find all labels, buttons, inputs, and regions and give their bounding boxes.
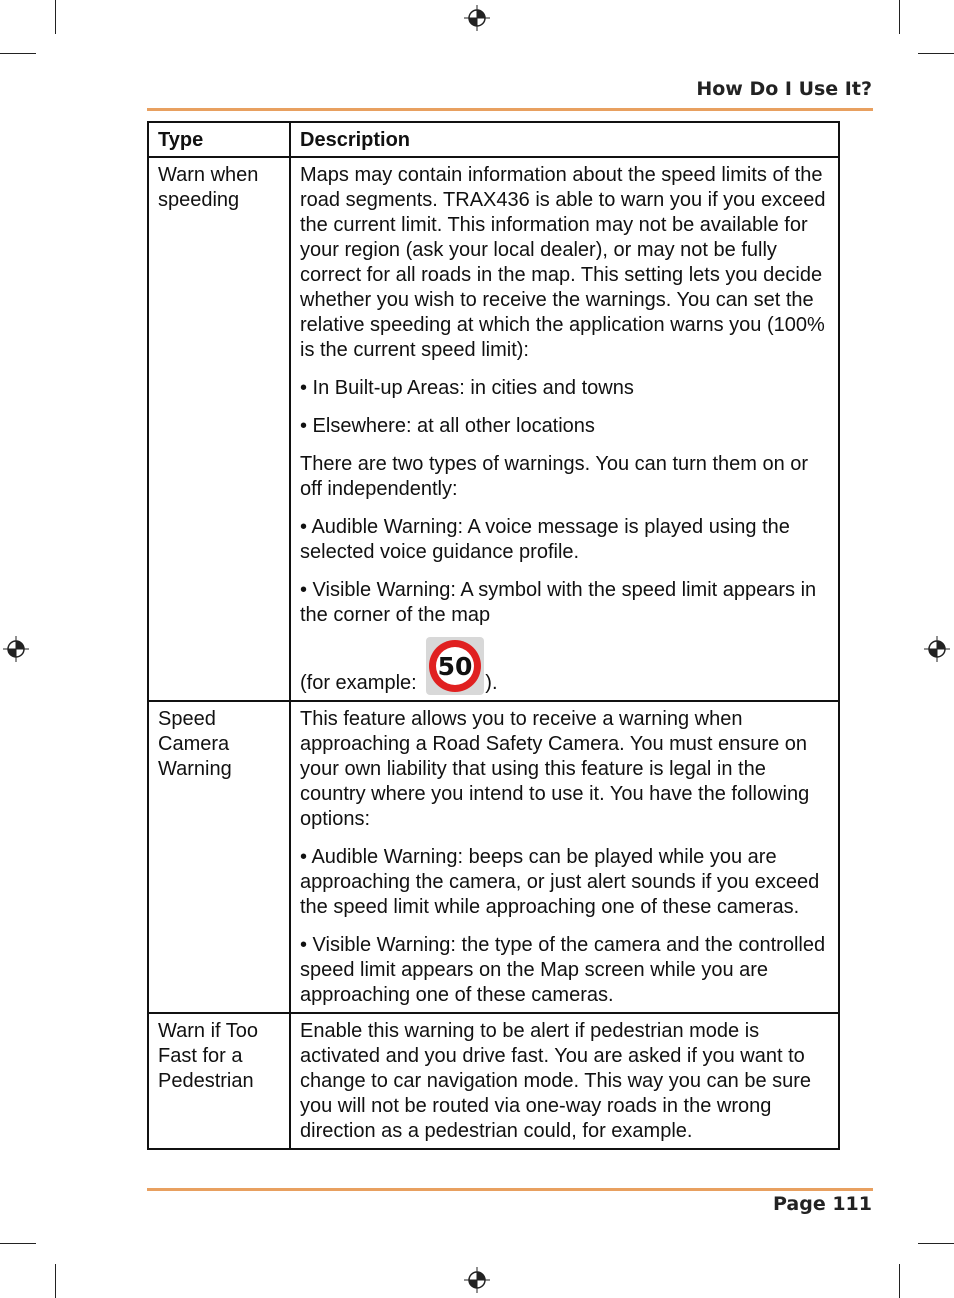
crop-mark <box>899 0 900 34</box>
row-description-cell <box>290 701 839 1013</box>
row-type-cell: Warn when speeding <box>148 157 290 701</box>
description-bullet: • Audible Warning: A voice message is played using the selected voice guidance profile. <box>300 516 790 563</box>
row-type-cell: Speed Camera Warning <box>148 701 290 1013</box>
column-header-description: Description <box>290 122 839 157</box>
row-type-cell: Warn if Too Fast for a Pedestrian <box>148 1013 290 1149</box>
speed-limit-sign-icon <box>426 637 484 695</box>
settings-table <box>147 121 840 1150</box>
registration-mark-icon <box>3 636 29 662</box>
table-row <box>148 157 839 701</box>
crop-mark <box>918 1243 954 1244</box>
example-suffix: ). <box>485 672 498 694</box>
registration-mark-icon <box>924 636 950 662</box>
description-paragraph: Maps may contain information about the speed limits of the road segments. TRAX436 is able to warn you if you exceed the current limit. This information may not be available for your region (ask your local dealer), or may not be fully correct for all roads in the map. This setting lets you decide whether you wish to receive the warnings. You can set the relative speeding at which the application warns you (100% is the current speed limit): <box>300 164 826 361</box>
description-bullet: • Audible Warning: beeps can be played while you are approaching the camera, or just alert sounds if you exceed the speed limit while approaching one of these cameras. <box>300 846 820 918</box>
description-paragraph: Enable this warning to be alert if pedestrian mode is activated and you drive fast. You are asked if you want to change to car navigation mode. This way you can be sure you will not be routed via one-way roads in the wrong direction as a pedestrian could, for example. <box>300 1020 812 1142</box>
page-number: Page 111 <box>773 1193 872 1215</box>
column-header-type: Type <box>148 122 290 157</box>
description-bullet: • Visible Warning: the type of the camera and the controlled speed limit appears on the Map screen while you are approaching one of these cameras. <box>300 934 826 1006</box>
description-paragraph: There are two types of warnings. You can turn them on or off independently: <box>300 453 809 500</box>
description-bullet: • Elsewhere: at all other locations <box>300 415 595 437</box>
table-row <box>148 1013 839 1149</box>
description-bullet: • In Built-up Areas: in cities and towns <box>300 377 634 399</box>
crop-mark <box>55 1264 56 1298</box>
description-bullet: • Visible Warning: A symbol with the speed limit appears in the corner of the map <box>300 579 817 626</box>
example-line <box>300 637 829 696</box>
row-description-cell <box>290 1013 839 1149</box>
description-paragraph: This feature allows you to receive a warning when approaching a Road Safety Camera. You must ensure on your own liability that using this feature is legal in the country where you intend to use it. You have the following options: <box>300 708 810 830</box>
speed-sign-value: 50 <box>437 652 473 681</box>
crop-mark <box>899 1264 900 1298</box>
crop-mark <box>55 0 56 34</box>
crop-mark <box>918 53 954 54</box>
row-description-cell <box>290 157 839 701</box>
header-rule <box>147 108 873 111</box>
table-row <box>148 701 839 1013</box>
table-header-row <box>148 122 839 157</box>
example-prefix: (for example: <box>300 672 417 694</box>
page-header-title: How Do I Use It? <box>696 78 872 100</box>
registration-mark-icon <box>464 5 490 31</box>
crop-mark <box>0 53 36 54</box>
registration-mark-icon <box>464 1267 490 1293</box>
footer-rule <box>147 1188 873 1191</box>
crop-mark <box>0 1243 36 1244</box>
